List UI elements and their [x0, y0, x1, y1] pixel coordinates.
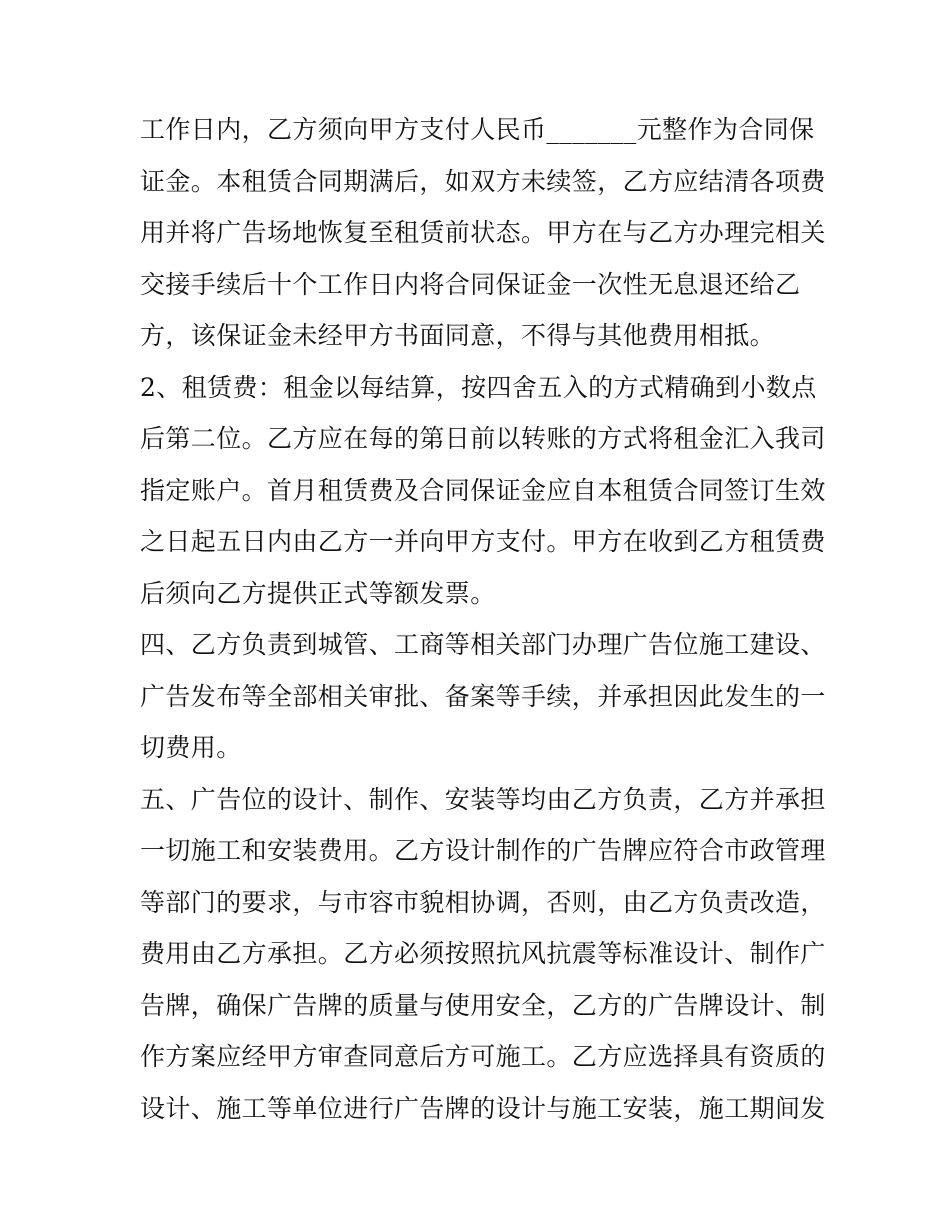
text-line: 作方案应经甲方审查同意后方可施工。乙方应选择具有资质的 [140, 1042, 826, 1071]
text-line: 等部门的要求，与市容市貌相协调，否则，由乙方负责改造， [140, 887, 826, 917]
text-line: 交接手续后十个工作日内将合同保证金一次性无息退还给乙 [140, 269, 801, 299]
text-line: 广告发布等全部相关审批、备案等手续，并承担因此发生的一 [140, 681, 826, 711]
text-line: 告牌，确保广告牌的质量与使用安全，乙方的广告牌设计、制 [140, 990, 826, 1020]
contract-body-text [140, 109, 826, 1139]
text-line: 四、乙方负责到城管、工商等相关部门办理广告位施工建设、 [140, 630, 826, 659]
text-line: 工作日内，乙方须向甲方支付人民币_______元整作为合同保 [140, 115, 815, 144]
text-line: 后第二位。乙方应在每的第日前以转账的方式将租金汇入我司 [140, 424, 826, 453]
text-line: 费用由乙方承担。乙方必须按照抗风抗震等标准设计、制作广 [140, 939, 826, 968]
text-line: 2、租赁费：租金以每结算，按四舍五入的方式精确到小数点 [140, 372, 817, 402]
text-line: 切费用。 [140, 733, 242, 762]
text-line: 之日起五日内由乙方一并向甲方支付。甲方在收到乙方租赁费 [140, 527, 826, 556]
text-line: 五、广告位的设计、制作、安装等均由乙方负责，乙方并承担 [140, 784, 826, 814]
text-line: 一切施工和安装费用。乙方设计制作的广告牌应符合市政管理 [140, 836, 826, 865]
text-line: 证金。本租赁合同期满后，如双方未续签，乙方应结清各项费 [140, 166, 826, 196]
text-line: 设计、施工等单位进行广告牌的设计与施工安装，施工期间发 [140, 1093, 826, 1123]
text-line: 后须向乙方提供正式等额发票。 [140, 578, 496, 608]
text-line: 指定账户。首月租赁费及合同保证金应自本租赁合同签订生效 [140, 475, 826, 505]
text-line: 用并将广告场地恢复至租赁前状态。甲方在与乙方办理完相关 [140, 218, 826, 247]
text-line: 方，该保证金未经甲方书面同意，不得与其他费用相抵。 [140, 321, 776, 350]
